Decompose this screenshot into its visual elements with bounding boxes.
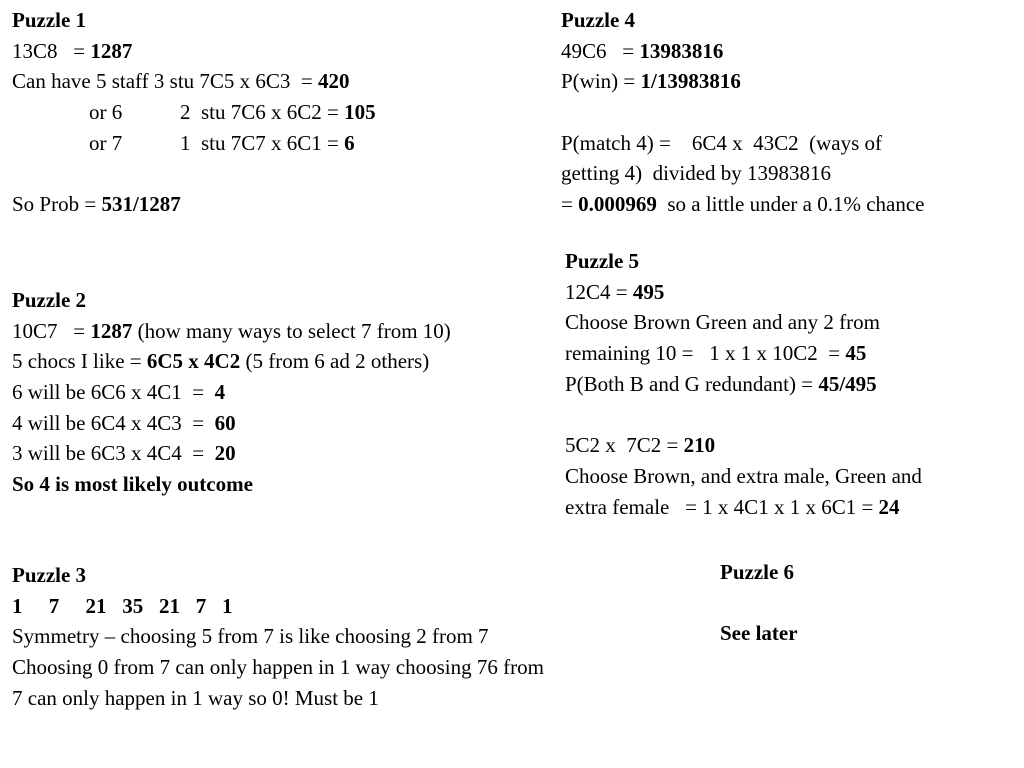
- puzzle-3-line-1: Symmetry – choosing 5 from 7 is like choosing 2 from 7: [12, 624, 489, 649]
- puzzle-3-title: Puzzle 3: [12, 563, 87, 587]
- puzzle-4-line-4: getting 4) divided by 13983816: [561, 161, 832, 186]
- puzzle-5-line-5: 5C2 x 7C2 = 210: [565, 433, 716, 458]
- puzzle-5-line-7: extra female = 1 x 4C1 x 1 x 6C1 = 24: [565, 494, 900, 519]
- puzzle-1-line-2: Can have 5 staff 3 stu 7C5 x 6C3 = 420: [12, 69, 350, 94]
- puzzle-2-line-1: 10C7 = 1287 (how many ways to select 7 from 10): [12, 318, 451, 343]
- puzzle-2-conclusion: So 4 is most likely outcome: [12, 472, 253, 497]
- puzzle-1-line-3: or 6 2 stu 7C6 x 6C2 = 105: [89, 100, 376, 125]
- puzzle-4-line-2: P(win) = 1/13983816: [561, 69, 741, 94]
- puzzle-4-title: Puzzle 4: [561, 8, 636, 32]
- puzzle-6-note: See later: [720, 621, 798, 646]
- puzzle-4: [561, 5, 925, 220]
- puzzle-2-line-3: 6 will be 6C6 x 4C1 = 4: [12, 380, 226, 405]
- puzzle-6-title: Puzzle 6: [720, 560, 795, 584]
- puzzle-1-line-4: or 7 1 stu 7C7 x 6C1 = 6: [89, 130, 355, 155]
- puzzle-1-line-1: 13C8 = 1287: [12, 38, 133, 63]
- puzzle-2-title: Puzzle 2: [12, 288, 87, 312]
- puzzle-2-line-2: 5 chocs I like = 6C5 x 4C2 (5 from 6 ad 2 others): [12, 349, 430, 374]
- puzzle-5-line-1: 12C4 = 495: [565, 279, 665, 304]
- puzzle-4-line-3: P(match 4) = 6C4 x 43C2 (ways of: [561, 130, 882, 155]
- puzzle-5-line-2: Choose Brown Green and any 2 from: [565, 310, 880, 335]
- puzzle-1-title: Puzzle 1: [12, 8, 87, 32]
- puzzle-2-line-4: 4 will be 6C4 x 4C3 = 60: [12, 410, 236, 435]
- puzzle-3-line-3: 7 can only happen in 1 way so 0! Must be 1: [12, 685, 379, 710]
- puzzle-2: [12, 285, 451, 500]
- puzzle-4-answer: = 0.000969 so a little under a 0.1% chance: [561, 192, 925, 217]
- puzzle-4-line-1: 49C6 = 13983816: [561, 38, 724, 63]
- puzzle-5: [565, 246, 922, 522]
- puzzle-3-pascal-row: 1 7 21 35 21 7 1: [12, 593, 233, 618]
- puzzle-5-line-6: Choose Brown, and extra male, Green and: [565, 463, 922, 488]
- puzzle-3: [12, 560, 544, 713]
- puzzle-6: [720, 557, 798, 649]
- puzzle-5-line-4: P(Both B and G redundant) = 45/495: [565, 371, 877, 396]
- puzzle-5-line-3: remaining 10 = 1 x 1 x 10C2 = 45: [565, 341, 867, 366]
- puzzle-1-answer: So Prob = 531/1287: [12, 192, 181, 217]
- puzzle-3-line-2: Choosing 0 from 7 can only happen in 1 way choosing 76 from: [12, 655, 544, 680]
- puzzle-2-line-5: 3 will be 6C3 x 4C4 = 20: [12, 441, 236, 466]
- puzzle-5-title: Puzzle 5: [565, 249, 640, 273]
- puzzle-1: [12, 5, 376, 220]
